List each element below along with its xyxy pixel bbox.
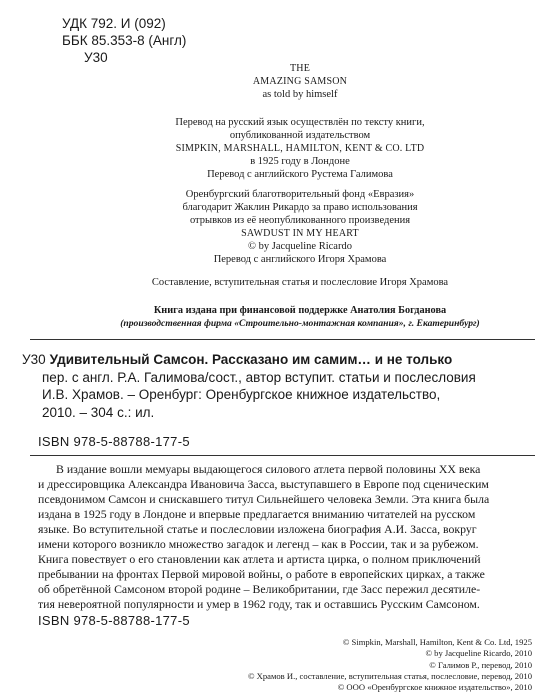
original-subtitle: as told by himself (262, 89, 338, 100)
copyright-block (232, 637, 532, 693)
bbk-code: ББК 85.353-8 (Англ) (62, 33, 187, 48)
translation-line: в 1925 году в Лондоне (250, 156, 350, 167)
abstract-line: об обретённой Самсоном второй родине – Великобритании, где Засс пережил десятиле- (38, 582, 481, 596)
abstract-line: тия невероятной популярности и умер в 1962 году, так и оставшись Русским Самсоном. (38, 597, 480, 611)
sponsor-note (70, 304, 530, 330)
biblio-code: У30 (22, 352, 46, 367)
isbn-bottom: ISBN 978-5-88788-177-5 (38, 613, 190, 628)
foundation-line: © by Jacqueline Ricardo (248, 241, 352, 252)
abstract-line: Книга повествует о его становлении как атлета и артиста цирка, о полном приключений (38, 552, 481, 566)
copyright-line: © by Jacqueline Ricardo, 2010 (425, 648, 532, 659)
original-title-block (70, 62, 530, 101)
foundation-line: благодарит Жаклин Рикардо за право использования (182, 202, 418, 213)
sponsor-line1: Книга издана при финансовой поддержке Анатолия Богданова (153, 305, 447, 316)
author-mark: У30 (84, 50, 108, 65)
translation-line: Перевод на русский язык осуществлён по тексту книги, (175, 117, 425, 128)
original-title-line1: THE (289, 63, 311, 74)
foundation-line: Перевод с английского Игоря Храмова (213, 254, 387, 265)
biblio-line3: И.В. Храмов. – Оренбург: Оренбургское книжное издательство, (42, 387, 441, 402)
compiler-note (70, 276, 530, 289)
translation-line: опубликованной издательством (229, 130, 371, 141)
abstract-line: пребывании на фронтах Первой мировой войны, о работе в европейских цирках, а также (38, 567, 485, 581)
divider-middle (30, 455, 535, 456)
compiler-line: Составление, вступительная статья и послесловие Игоря Храмова (151, 277, 449, 288)
foundation-note (70, 188, 530, 266)
foundation-line: SAWDUST IN MY HEART (241, 228, 359, 239)
biblio-line4: 2010. – 304 с.: ил. (42, 404, 155, 420)
abstract-line: В издание вошли мемуары выдающегося силового атлета первой половины XX века (56, 462, 481, 476)
divider-top (30, 339, 535, 340)
translation-line: SIMPKIN, MARSHALL, HAMILTON, KENT & CO. LTD (175, 143, 425, 154)
copyright-line: © ООО «Оренбургское книжное издательство», 2010 (337, 682, 532, 693)
biblio-line1 (22, 351, 476, 369)
abstract-line: имени которого возникло множество загадок и легенд – как в России, так и за рубежом. (38, 537, 479, 551)
isbn-top: ISBN 978-5-88788-177-5 (38, 434, 190, 449)
classification-block (62, 15, 186, 66)
biblio-line2: пер. с англ. Р.А. Галимова/сост., автор вступит. статьи и послесловия (42, 369, 476, 385)
abstract-line: псевдонимом Самсон и снискавшего титул Сильнейшего человека Земли. Эта книга была (38, 492, 490, 506)
foundation-line: Оренбургский благотворительный фонд «Евразия» (185, 189, 415, 200)
sponsor-line2: (производственная фирма «Строительно-монтажная компания», г. Екатеринбург) (120, 318, 480, 329)
original-title-line2: AMAZING SAMSON (252, 76, 348, 87)
translation-line: Перевод с английского Рустема Галимова (207, 169, 393, 180)
biblio-title: Удивительный Самсон. Рассказано им самим… и не только (49, 352, 453, 367)
abstract-line: языке. Во вступительной статье и послесловии изложена биография А.И. Засса, вокруг (38, 522, 477, 536)
abstract-line: издана в 1925 году в Лондоне и впервые предлагается вниманию читателей на русском (38, 507, 476, 521)
udk-code: УДК 792. И (092) (62, 16, 166, 31)
copyright-line: © Храмов И., составление, вступительная статья, послесловие, перевод, 2010 (247, 670, 532, 681)
biblio-record (22, 351, 476, 421)
copyright-line: © Simpkin, Marshall, Hamilton, Kent & Co. Ltd, 1925 (342, 637, 532, 647)
foundation-line: отрывков из её неопубликованного произведения (189, 215, 411, 226)
abstract-line: и дрессировщика Александра Ивановича Засса, выступавшего в Европе под сценическим (38, 477, 489, 491)
translation-note (70, 116, 530, 181)
copyright-line: © Галимов Р., перевод, 2010 (429, 659, 532, 670)
abstract (38, 462, 530, 612)
